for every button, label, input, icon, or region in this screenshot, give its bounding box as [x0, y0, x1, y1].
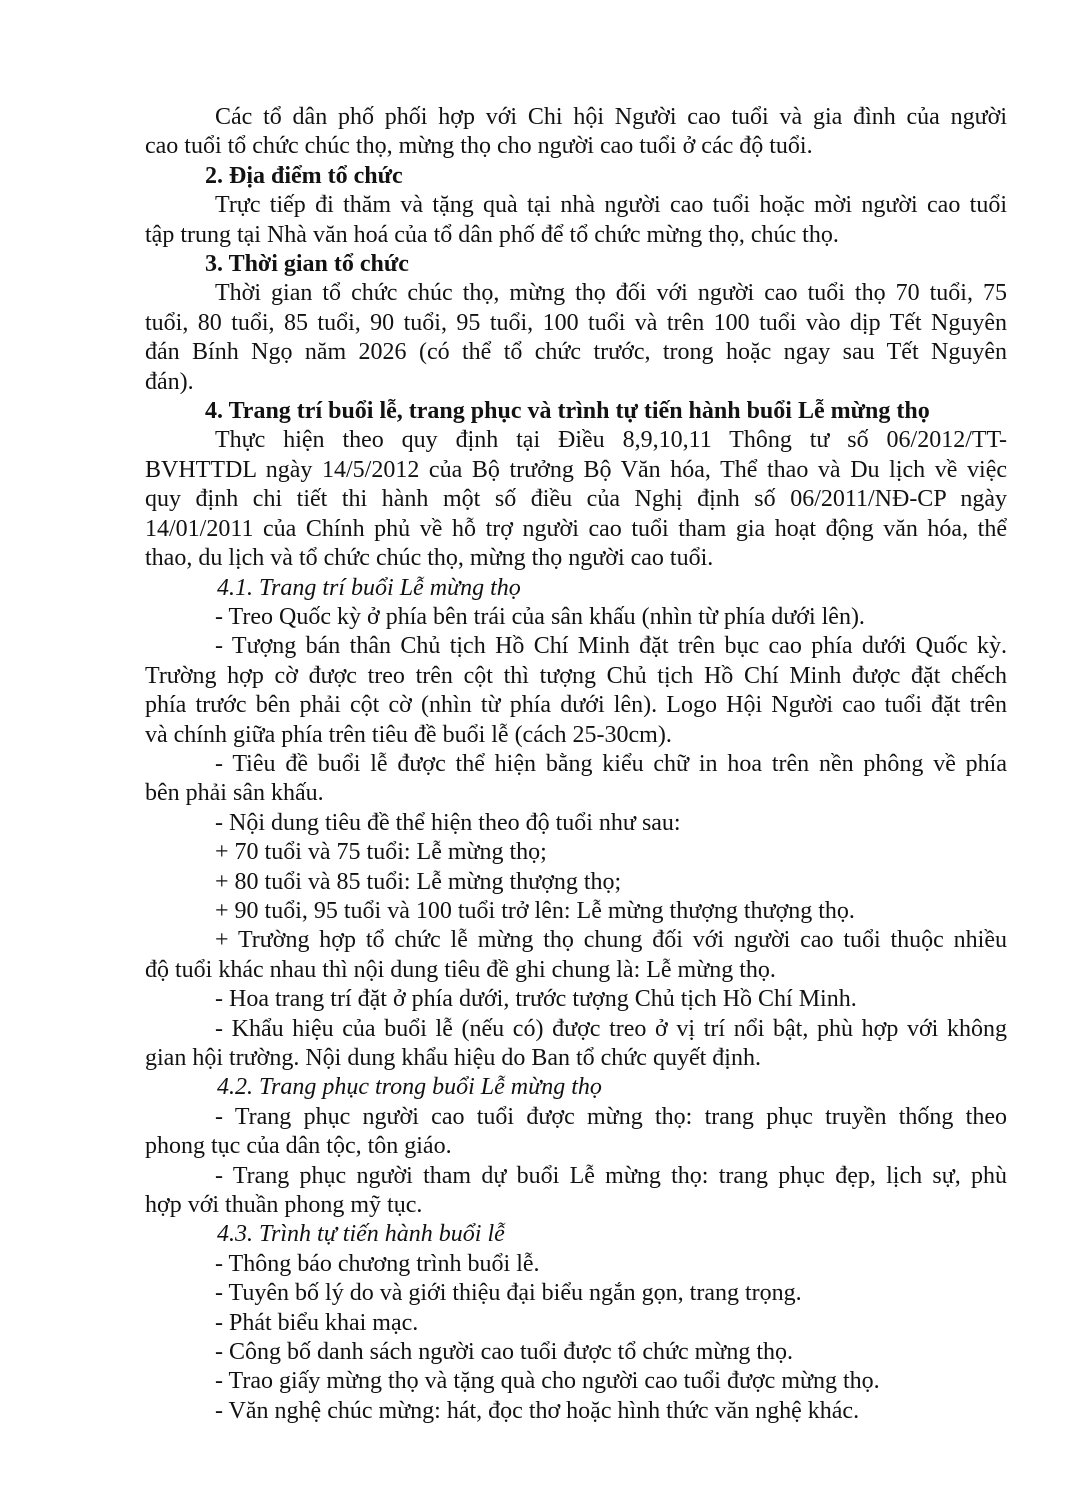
paragraph [145, 603, 1007, 632]
paragraph [145, 926, 1007, 985]
subsection-heading [145, 1220, 1007, 1249]
paragraph [145, 1279, 1007, 1308]
paragraph [145, 750, 1007, 809]
text-line: - Tiêu đề buổi lễ được thể hiện bằng kiểu chữ in hoa trên nền phông về phía [215, 750, 1007, 777]
paragraph [145, 1309, 1007, 1338]
document-content [145, 103, 1007, 1426]
text-line: quy định chi tiết thi hành một số điều của Nghị định số 06/2011/NĐ-CP ngày [145, 486, 1007, 513]
paragraph [145, 838, 1007, 867]
text-line: 2. Địa điểm tổ chức [205, 162, 403, 189]
paragraph [145, 103, 1007, 162]
text-line: gian hội trường. Nội dung khẩu hiệu do Ban tổ chức quyết định. [145, 1045, 761, 1071]
text-line: Thời gian tổ chức chúc thọ, mừng thọ đối với người cao tuổi thọ 70 tuổi, 75 [215, 280, 1007, 307]
text-line: - Tuyên bố lý do và giới thiệu đại biểu ngắn gọn, trang trọng. [215, 1280, 802, 1307]
text-line: bên phải sân khấu. [145, 780, 324, 807]
text-line: Thực hiện theo quy định tại Điều 8,9,10,11 Thông tư số 06/2012/TT- [215, 427, 1007, 454]
paragraph [145, 191, 1007, 250]
paragraph [145, 632, 1007, 750]
text-line: 14/01/2011 của Chính phủ về hỗ trợ người cao tuổi tham gia hoạt động văn hóa, thể [145, 515, 1007, 542]
text-line: Trường hợp cờ được treo trên cột thì tượng Chủ tịch Hồ Chí Minh được đặt chếch [145, 662, 1007, 689]
text-line: + Trường hợp tổ chức lễ mừng thọ chung đối với người cao tuổi thuộc nhiều [215, 927, 1007, 954]
paragraph [145, 1367, 1007, 1396]
paragraph [145, 897, 1007, 926]
text-line: 4.2. Trang phục trong buổi Lễ mừng thọ [217, 1074, 602, 1101]
paragraph [145, 1015, 1007, 1074]
text-line: Các tổ dân phố phối hợp với Chi hội Người cao tuổi và gia đình của người [215, 104, 1007, 130]
text-line: - Công bố danh sách người cao tuổi được tổ chức mừng thọ. [215, 1339, 793, 1366]
text-line: + 90 tuổi, 95 tuổi và 100 tuổi trở lên: Lễ mừng thượng thượng thọ. [215, 897, 855, 924]
text-line: - Thông báo chương trình buổi lễ. [215, 1250, 540, 1277]
text-line: BVHTTDL ngày 14/5/2012 của Bộ trưởng Bộ Văn hóa, Thể thao và Du lịch về việc [145, 456, 1007, 483]
paragraph [145, 1250, 1007, 1279]
text-line: phía trước bên phải cột cờ (nhìn từ phía dưới lên). Logo Hội Người cao tuổi đặt trên [145, 692, 1007, 719]
paragraph [145, 1397, 1007, 1426]
text-line: + 70 tuổi và 75 tuổi: Lễ mừng thọ; [215, 839, 547, 866]
text-line: cao tuổi tổ chức chúc thọ, mừng thọ cho người cao tuổi ở các độ tuổi. [145, 133, 813, 160]
text-line: thao, du lịch và tổ chức chúc thọ, mừng thọ người cao tuổi. [145, 545, 714, 572]
text-line: hợp với thuần phong mỹ tục. [145, 1192, 423, 1219]
section-heading [145, 250, 1007, 279]
text-line: - Hoa trang trí đặt ở phía dưới, trước tượng Chủ tịch Hồ Chí Minh. [215, 986, 857, 1013]
text-line: 3. Thời gian tổ chức [205, 251, 409, 278]
text-line: - Văn nghệ chúc mừng: hát, đọc thơ hoặc hình thức văn nghệ khác. [215, 1397, 860, 1424]
paragraph [145, 1338, 1007, 1367]
text-line: đán Bính Ngọ năm 2026 (có thể tổ chức trước, trong hoặc ngay sau Tết Nguyên [145, 339, 1007, 366]
text-line: - Nội dung tiêu đề thể hiện theo độ tuổi như sau: [215, 809, 681, 836]
section-heading [145, 397, 1007, 426]
paragraph [145, 868, 1007, 897]
text-line: - Trang phục người tham dự buổi Lễ mừng thọ: trang phục đẹp, lịch sự, phù [215, 1162, 1007, 1189]
text-line: Trực tiếp đi thăm và tặng quà tại nhà người cao tuổi hoặc mời người cao tuổi [215, 192, 1007, 219]
text-line: - Phát biểu khai mạc. [215, 1309, 419, 1336]
text-line: - Trao giấy mừng thọ và tặng quà cho người cao tuổi được mừng thọ. [215, 1368, 880, 1395]
paragraph [145, 809, 1007, 838]
subsection-heading [145, 574, 1007, 603]
text-line: - Tượng bán thân Chủ tịch Hồ Chí Minh đặt trên bục cao phía dưới Quốc kỳ. [215, 633, 1007, 660]
paragraph [145, 985, 1007, 1014]
text-line: tập trung tại Nhà văn hoá của tổ dân phố để tổ chức mừng thọ, chúc thọ. [145, 221, 839, 248]
text-line: và chính giữa phía trên tiêu đề buổi lễ (cách 25-30cm). [145, 721, 672, 748]
text-line: đán). [145, 368, 194, 395]
text-line: 4. Trang trí buổi lễ, trang phục và trình tự tiến hành buổi Lễ mừng thọ [205, 398, 930, 425]
text-line: - Treo Quốc kỳ ở phía bên trái của sân khấu (nhìn từ phía dưới lên). [215, 603, 865, 630]
text-line: phong tục của dân tộc, tôn giáo. [145, 1133, 452, 1160]
subsection-heading [145, 1073, 1007, 1102]
text-line: + 80 tuổi và 85 tuổi: Lễ mừng thượng thọ; [215, 868, 622, 895]
text-line: độ tuổi khác nhau thì nội dung tiêu đề ghi chung là: Lễ mừng thọ. [145, 956, 776, 983]
paragraph [145, 426, 1007, 573]
text-line: 4.3. Trình tự tiến hành buổi lễ [217, 1221, 505, 1248]
section-heading [145, 162, 1007, 191]
text-line: - Khẩu hiệu của buổi lễ (nếu có) được treo ở vị trí nổi bật, phù hợp với không [215, 1015, 1007, 1042]
text-line: - Trang phục người cao tuổi được mừng thọ: trang phục truyền thống theo [215, 1103, 1007, 1130]
text-line: 4.1. Trang trí buổi Lễ mừng thọ [217, 574, 521, 601]
paragraph [145, 279, 1007, 397]
paragraph [145, 1103, 1007, 1162]
paragraph [145, 1162, 1007, 1221]
text-line: tuổi, 80 tuổi, 85 tuổi, 90 tuổi, 95 tuổi, 100 tuổi và trên 100 tuổi vào dịp Tết Nguyên [145, 309, 1007, 336]
